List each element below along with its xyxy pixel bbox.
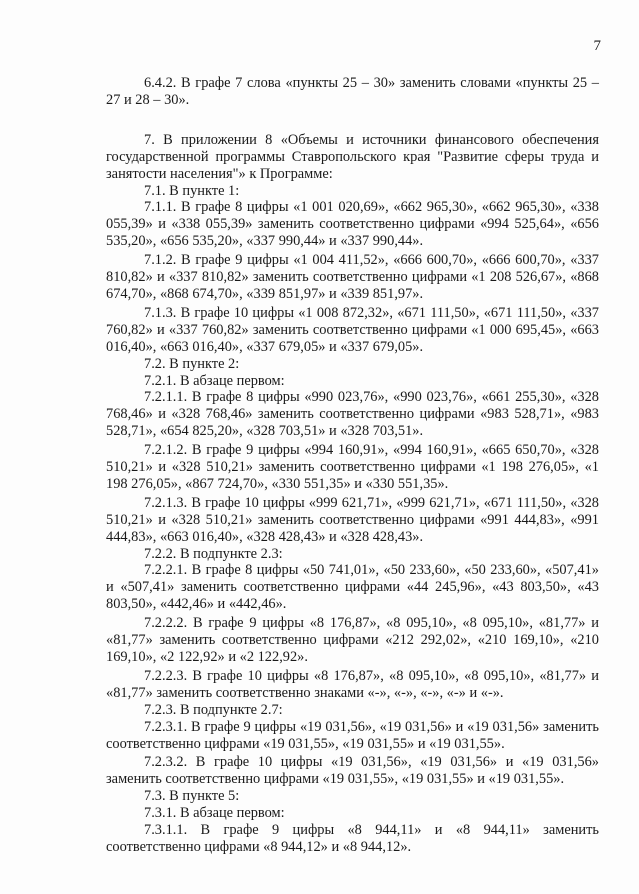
paragraph-7-2-2: 7.2.2. В подпункте 2.3: — [144, 545, 283, 562]
paragraph-7-2-1: 7.2.1. В абзаце первом: — [144, 372, 285, 389]
paragraph-7-2-2-3: 7.2.2.3. В графе 10 цифры «8 176,87», «8 095,10», «8 095,10», «81,77» и «81,77» заменить соответственно знаками «-», «-», «-», «-» и «-». — [106, 667, 599, 701]
paragraph-7-3: 7.3. В пункте 5: — [144, 788, 240, 805]
paragraph-6-4-2: 6.4.2. В графе 7 слова «пункты 25 – 30» заменить словами «пункты 25 – 27 и 28 – 30». — [106, 75, 599, 108]
paragraph-7-1-1: 7.1.1. В графе 8 цифры «1 001 020,69», «662 965,30», «662 965,30», «338 055,39» и «338 055,39» заменить соответственно цифрами «994 525,64», «656 535,20», «656 535,20», «337 990,44» и «337 990,44». — [106, 199, 599, 250]
paragraph-7: 7. В приложении 8 «Объемы и источники финансового обеспечения государственной программы Ставропольского края "Развитие сферы труда и занятости населения"» к Программе: — [106, 131, 599, 182]
paragraph-7-3-1: 7.3.1. В абзаце первом: — [144, 805, 285, 822]
paragraph-7-2: 7.2. В пункте 2: — [144, 355, 240, 372]
paragraph-7-2-3: 7.2.3. В подпункте 2.7: — [144, 701, 283, 718]
document-body — [106, 75, 599, 856]
page-number: 7 — [593, 38, 601, 54]
paragraph-7-2-2-1: 7.2.2.1. В графе 8 цифры «50 741,01», «50 233,60», «50 233,60», «507,41» и «507,41» заменить соответственно цифрами «44 245,96», «43 803,50», «43 803,50», «442,46» и «442,46». — [106, 562, 599, 613]
paragraph-7-2-1-2: 7.2.1.2. В графе 9 цифры «994 160,91», «994 160,91», «665 650,70», «328 510,21» и «328 510,21» заменить соответственно цифрами «1 198 276,05», «1 198 276,05», «867 724,70», «330 551,35» и «330 551,35». — [106, 442, 599, 492]
paragraph-7-2-3-1: 7.2.3.1. В графе 9 цифры «19 031,56», «19 031,56» и «19 031,56» заменить соответственно цифрами «19 031,55», «19 031,55» и «19 031,55». — [106, 718, 599, 752]
paragraph-7-2-1-1: 7.2.1.1. В графе 8 цифры «990 023,76», «990 023,76», «661 255,30», «328 768,46» и «328 768,46» заменить соответственно цифрами «983 528,71», «983 528,71», «654 825,20», «328 703,51» и «328 703,51». — [106, 389, 599, 440]
paragraph-7-1-3: 7.1.3. В графе 10 цифры «1 008 872,32», «671 111,50», «671 111,50», «337 760,82» и «337 760,82» заменить соответственно цифрами «1 000 695,45», «663 016,40», «663 016,40», «337 679,05» и «337 679,05». — [106, 304, 599, 355]
paragraph-7-1: 7.1. В пункте 1: — [144, 182, 240, 199]
paragraph-7-1-2: 7.1.2. В графе 9 цифры «1 004 411,52», «666 600,70», «666 600,70», «337 810,82» и «337 810,82» заменить соответственно цифрами «1 208 526,67», «868 674,70», «868 674,70», «339 851,97» и «339 851,97». — [106, 252, 599, 302]
paragraph-7-3-1-1: 7.3.1.1. В графе 9 цифры «8 944,11» и «8 944,11» заменить соответственно цифрами «8 944,12» и «8 944,12». — [106, 822, 599, 855]
paragraph-7-2-2-2: 7.2.2.2. В графе 9 цифры «8 176,87», «8 095,10», «8 095,10», «81,77» и «81,77» заменить соответственно цифрами «212 292,02», «210 169,10», «210 169,10», «2 122,92» и «2 122,92». — [106, 615, 599, 665]
paragraph-7-2-3-2: 7.2.3.2. В графе 10 цифры «19 031,56», «19 031,56» и «19 031,56» заменить соответственно цифрами «19 031,55», «19 031,55» и «19 031,55». — [106, 754, 599, 788]
paragraph-7-2-1-3: 7.2.1.3. В графе 10 цифры «999 621,71», «999 621,71», «671 111,50», «328 510,21» и «328 510,21» заменить соответственно цифрами «991 444,83», «991 444,83», «663 016,40», «328 428,43» и «328 428,43». — [106, 494, 599, 545]
